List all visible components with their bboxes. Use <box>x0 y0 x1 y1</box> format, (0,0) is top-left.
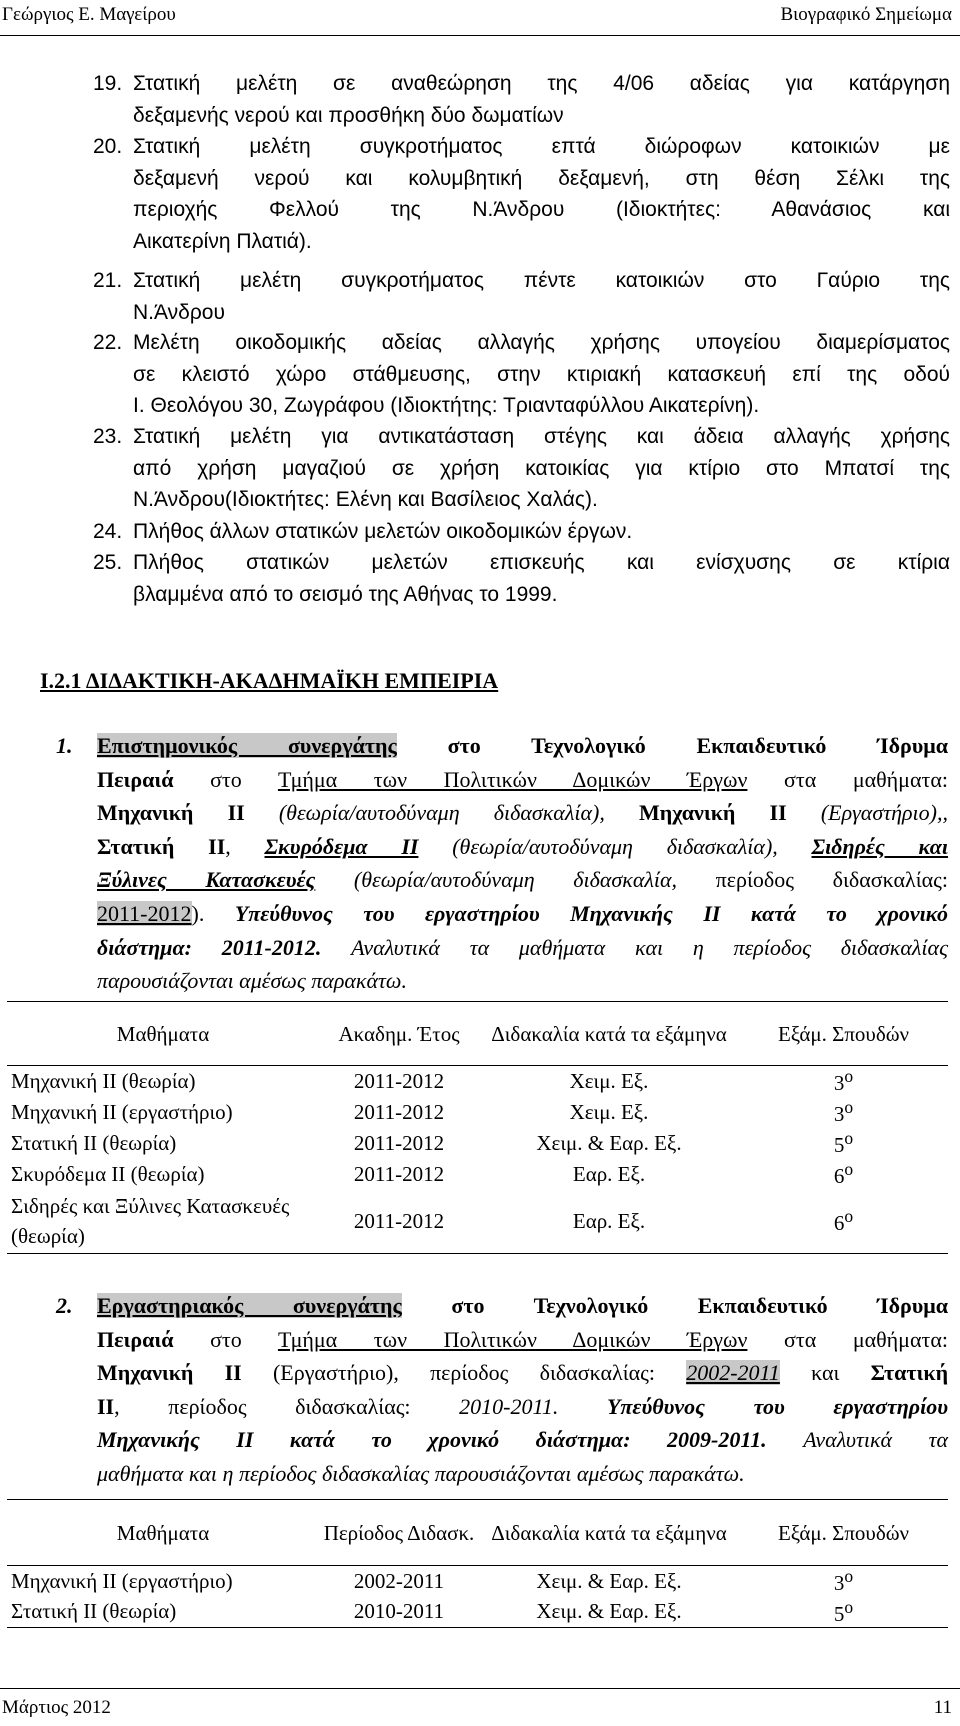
table-row: Μηχανική ΙΙ (θεωρία) 2011-2012 Χειμ. Εξ. $3^o$ <box>11 1066 854 1096</box>
table-header: Μαθήματα <box>7 1500 319 1566</box>
table-row: Μηχανική ΙΙ (εργαστήριο) 2011-2012 Χειμ. Εξ. $3^o$ <box>11 1097 854 1126</box>
courses-table-2 <box>7 1499 948 1628</box>
table-header: Ακαδημ. Έτος <box>319 1002 479 1066</box>
list-item: 20. Στατική μελέτη συγκροτήματος επτά διώροφων κατοικιών με δεξαμενή νερού και κολυμβητική δεξαμενή, στη θέση Σέλκι της περιοχής Φελλού της Ν.Άνδρου (Ιδιοκτήτες: Αθανάσιος και Αικατερίνη Πλατιά). <box>93 135 950 253</box>
table-row: Στατική ΙΙ (θεωρία) 2011-2012 Χειμ. & Εαρ. Εξ. $5^o$ <box>11 1128 854 1157</box>
table-row: Μηχανική ΙΙ (εργαστήριο) 2002-2011 Χειμ. & Εαρ. Εξ. $3^o$ <box>11 1566 854 1596</box>
table-header: Μαθήματα <box>7 1002 319 1066</box>
page-header <box>0 0 960 36</box>
table-header: Εξάμ. Σπουδών <box>739 1500 948 1566</box>
page-footer <box>0 1688 960 1718</box>
courses-table-1 <box>7 1001 948 1254</box>
table-header: Διδακαλία κατά τα εξάμηνα <box>479 1500 739 1566</box>
table-header: Περίοδος Διδασκ. <box>319 1500 479 1566</box>
section-heading: Ι.2.1 ΔΙΔΑΚΤΙΚΗ-ΑΚΑΔΗΜΑΪΚΗ ΕΜΠΕΙΡΙΑ <box>40 668 499 693</box>
list-item: 21. Στατική μελέτη συγκροτήματος πέντε κατοικιών στο Γαύριο της Ν.Άνδρου <box>93 269 950 324</box>
table-row: Στατική ΙΙ (θεωρία) 2010-2011 Χειμ. & Εαρ. Εξ. $5^o$ <box>7 1597 948 1628</box>
page-number: 11 <box>933 1697 952 1718</box>
list-item: 24. Πλήθος άλλων στατικών μελετών οικοδομικών έργων. <box>93 520 633 543</box>
table-row: Σιδηρές και Ξύλινες Κατασκευές (θεωρία) 2011-2012 Εαρ. Εξ. $6^o$ <box>7 1190 948 1254</box>
header-author: Γεώργιος Ε. Μαγείρου <box>2 4 176 25</box>
paragraph-scientific-associate: 1. Επιστημονικός συνεργάτης στο Τεχνολογικό Εκπαιδευτικό Ίδρυμα Πειραιά στο Τμήμα των Πολιτικών Δομικών Έργων στα μαθήματα: Μηχανική ΙΙ (θεωρία/αυτοδύναμη διδασκαλία), Μηχανική ΙΙ (Εργαστήριο),, Στατική ΙΙ, Σκυρόδεμα ΙΙ (θεωρία/αυτοδύναμη διδασκαλία), Σιδηρές και Ξύλινες Κατασκευές (θεωρία/αυτοδύναμη διδασκαλία, περίοδος διδασκαλίας: 2011-2012). Υπεύθυνος του εργαστηρίου Μηχανικής ΙΙ κατά το χρονικό διάστημα: 2011-2012. Αναλυτικά τα μαθήματα και η περίοδος διδασκαλίας παρουσιάζονται αμέσως παρακάτω. <box>56 733 949 994</box>
paragraph-lab-associate: 2. Εργαστηριακός συνεργάτης στο Τεχνολογικό Εκπαιδευτικό Ίδρυμα Πειραιά στο Τμήμα των Πολιτικών Δομικών Έργων στα μαθήματα: Μηχανική ΙΙ (Εργαστήριο), περίοδος διδασκαλίας: 2002-2011 και Στατική ΙΙ, περίοδος διδασκαλίας: 2010-2011. Υπεύθυνος του εργαστηρίου Μηχανικής ΙΙ κατά το χρονικό διάστημα: 2009-2011. Αναλυτικά τα μαθήματα και η περίοδος διδασκαλίας παρουσιάζονται αμέσως παρακάτω. <box>56 1293 949 1486</box>
list-item: 23. Στατική μελέτη για αντικατάσταση στέγης και άδεια αλλαγής χρήσης από χρήση μαγαζιού σε χρήση κατοικίας για κτίριο στο Μπατσί της Ν.Άνδρου(Ιδιοκτήτες: Ελένη και Βασίλειος Χαλάς). <box>93 425 950 511</box>
table-header: Εξάμ. Σπουδών <box>739 1002 948 1066</box>
list-item: 19. Στατική μελέτη σε αναθεώρηση της 4/06 αδείας για κατάργηση δεξαμενής νερού και προσθήκη δύο δωματίων <box>93 72 950 127</box>
footer-date: Μάρτιος 2012 <box>2 1697 111 1718</box>
list-item: 25. Πλήθος στατικών μελετών επισκευής και ενίσχυσης σε κτίρια βλαμμένα από το σεισμό της Αθήνας το 1999. <box>93 551 950 606</box>
table-header: Διδακαλία κατά τα εξάμηνα <box>479 1002 739 1066</box>
list-item: 22. Μελέτη οικοδομικής αδείας αλλαγής χρήσης υπογείου διαμερίσματος σε κλειστό χώρο στάθμευσης, στην κτιριακή κατασκευή επί της οδού Ι. Θεολόγου 30, Ζωγράφου (Ιδιοκτήτης: Τριανταφύλλου Αικατερίνη). <box>93 331 950 417</box>
table-row: Σκυρόδεμα ΙΙ (θεωρία) 2011-2012 Εαρ. Εξ. $6^o$ <box>11 1159 854 1188</box>
header-doc-title: Βιογραφικό Σημείωμα <box>780 4 952 25</box>
